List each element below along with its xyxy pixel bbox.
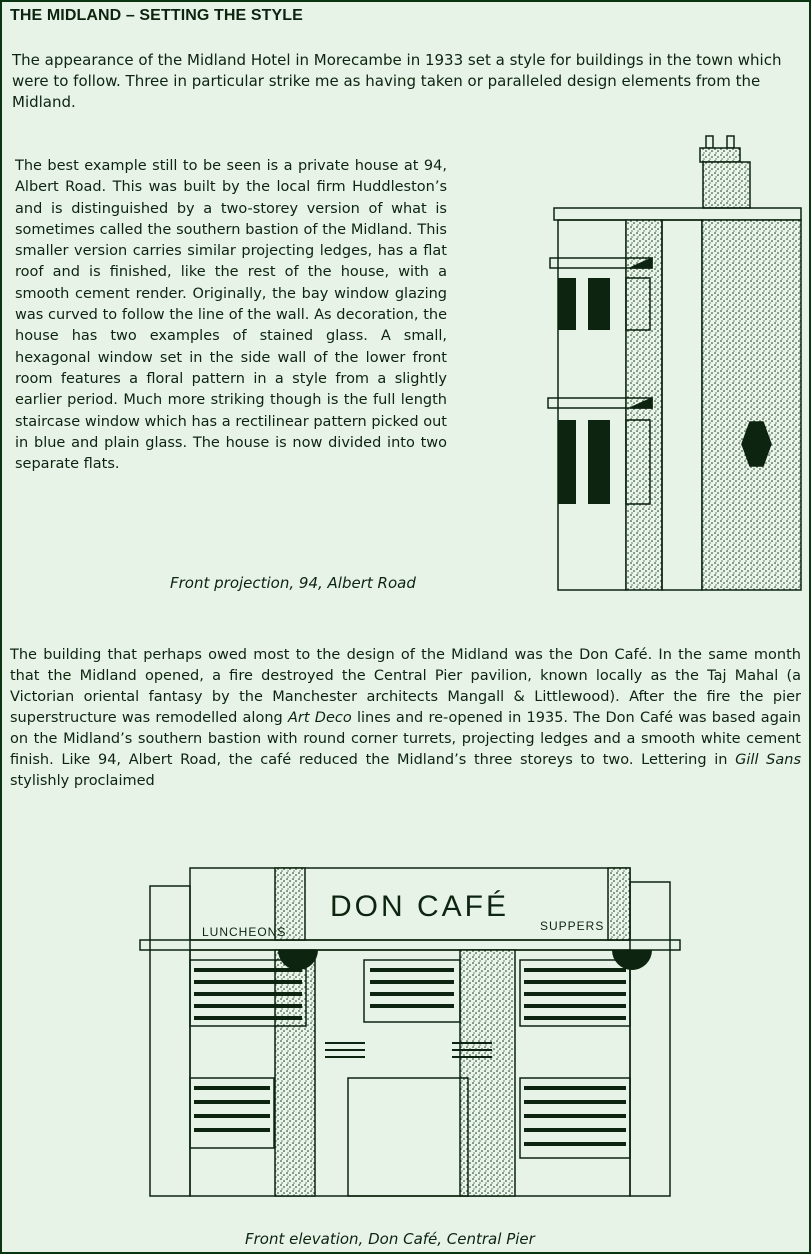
p2-text-a: The building that perhaps owed most to the design of the Midland was the Don Café. In the same month that the Midland opened, a fire destroyed the Central Pier pavilion, known locally as the Taj Mahal (a Victorian oriental fantasy by the Manchester architects Mangall & Littlewood). After the fire the pier superstructure was remodelled along — [10, 647, 801, 726]
don-cafe-paragraph — [10, 645, 801, 792]
p2-gill-sans: Gill Sans — [735, 752, 802, 768]
albert-road-house-drawing — [540, 130, 802, 592]
cafe-sign-left: LUNCHEONS — [202, 925, 287, 939]
p2-text-c: lines and re-opened in 1935. The Don Café was based again on the Midland’s southern bastion with round corner turrets, projecting ledges and a smooth white cement finish. Like 94, Albert Road, the café reduced the Midland’s three storeys to two. Lettering in — [10, 710, 802, 768]
p2-text-e: stylishly proclaimed — [10, 773, 155, 789]
don-cafe-drawing — [130, 860, 690, 1205]
intro-paragraph: The appearance of the Midland Hotel in Morecambe in 1933 set a style for buildings in the town which were to follow. Three in particular strike me as having taken or paralleled design elements from the Midland. — [12, 51, 782, 111]
cafe-sign-right: SUPPERS — [540, 919, 605, 933]
page-title: THE MIDLAND – SETTING THE STYLE — [10, 7, 303, 24]
p2-art-deco: Art Deco — [287, 710, 352, 726]
albert-road-paragraph: The best example still to be seen is a private house at 94, Albert Road. This was built by the local firm Huddleston’s and is distinguished by a two-storey version of what is sometimes called the southern bastion of the Midland. This smaller version carries similar projecting ledges, has a flat roof and is finished, like the rest of the house, with a smooth cement render. Originally, the bay window glazing was curved to follow the line of the wall. As decoration, the house has two examples of stained glass. A small, hexagonal window set in the side wall of the lower front room features a floral pattern in a style from a slightly earlier period. Much more striking though is the full length staircase window which has a rectilinear pattern picked out in blue and plain glass. The house is now divided into two separate flats. — [15, 158, 447, 473]
albert-road-caption: Front projection, 94, Albert Road — [170, 574, 416, 592]
cafe-sign-main: DON CAFÉ — [330, 890, 510, 923]
don-cafe-caption: Front elevation, Don Café, Central Pier — [245, 1230, 535, 1248]
